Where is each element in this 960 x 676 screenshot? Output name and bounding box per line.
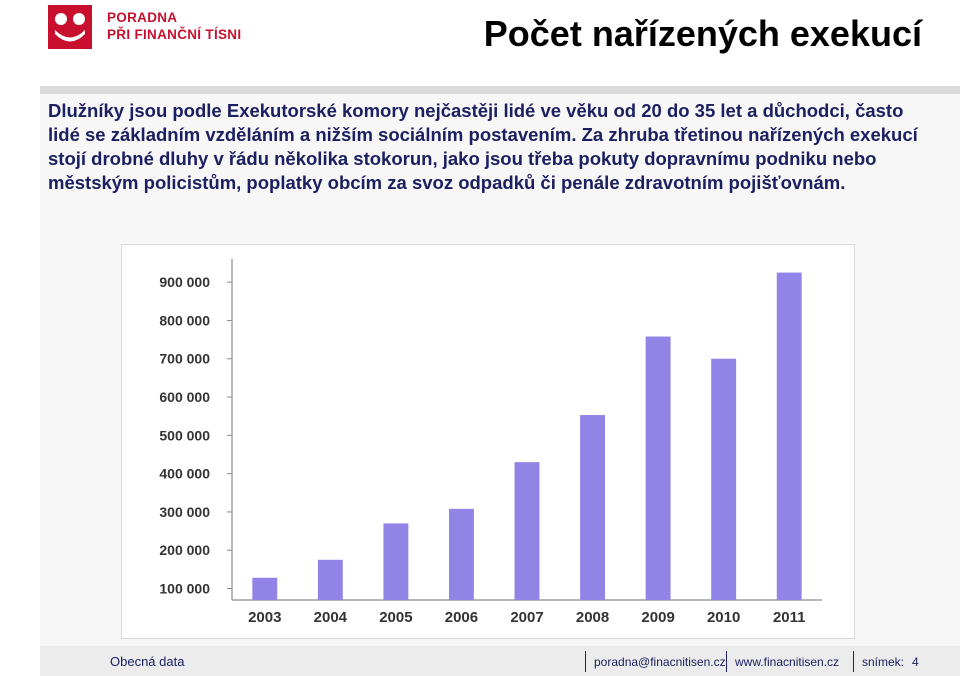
- y-tick-label: 800 000: [159, 312, 210, 329]
- bar-2004: [318, 560, 343, 600]
- y-tick-label: 400 000: [159, 465, 210, 482]
- bar-chart: [121, 244, 855, 639]
- x-tick-label: 2005: [379, 609, 413, 626]
- logo-icon: [48, 5, 92, 49]
- logo-line-1: PORADNA: [107, 10, 178, 25]
- bar-2007: [515, 462, 540, 600]
- footer-divider: [853, 651, 854, 672]
- logo-line-2: PŘI FINANČNÍ TÍSNI: [107, 27, 242, 42]
- bar-2005: [383, 523, 408, 600]
- x-tick-label: 2011: [772, 609, 806, 626]
- slide-header: [0, 0, 960, 66]
- footer-email-link[interactable]: poradna@finacnitisen.cz: [594, 655, 726, 669]
- x-tick-label: 2009: [641, 609, 675, 626]
- bar-2003: [252, 578, 277, 600]
- x-tick-label: 2010: [706, 609, 741, 626]
- x-tick-label: 2006: [444, 609, 479, 626]
- y-tick-label: 700 000: [159, 350, 210, 367]
- bar-2009: [646, 337, 671, 600]
- chart-canvas: [122, 245, 854, 638]
- y-tick-label: 200 000: [159, 542, 210, 559]
- logo: [48, 5, 268, 49]
- x-tick-label: 2008: [575, 609, 610, 626]
- footer-website-link[interactable]: www.finacnitisen.cz: [735, 655, 840, 669]
- footer-slide-number: 4: [912, 655, 919, 669]
- x-tick-label: 2003: [248, 609, 282, 626]
- bar-2011: [777, 273, 802, 600]
- intro-text: Dlužníky jsou podle Exekutorské komory nejčastěji lidé ve věku od 20 do 35 let a důchodci, často lidé se základním vzděláním a nižším sociálním postavením. Za zhruba třetinou nařízených exekucí stojí drobné dluhy v řádu několika stokorun, jako jsou třeba pokuty dopravnímu podniku nebo městským policistům, poplatky obcím za svoz odpadků či penále zdravotním pojišťovnám.: [48, 100, 918, 193]
- x-tick-label: 2007: [510, 609, 544, 626]
- y-tick-label: 100 000: [159, 580, 210, 597]
- y-tick-label: 300 000: [159, 503, 210, 520]
- footer-section: Obecná data: [110, 654, 185, 669]
- y-tick-label: 600 000: [159, 389, 210, 406]
- y-tick-label: 500 000: [159, 427, 210, 444]
- bar-2008: [580, 415, 605, 600]
- top-band: [40, 86, 960, 94]
- x-tick-label: 2004: [313, 609, 348, 626]
- footer-divider: [585, 651, 586, 672]
- slide-title: Počet nařízených exekucí: [483, 13, 922, 54]
- footer-slide-label: snímek:: [862, 655, 905, 669]
- y-tick-label: 900 000: [159, 274, 210, 291]
- footer: [40, 646, 960, 676]
- logo-text: [107, 9, 241, 43]
- bar-2010: [711, 359, 736, 600]
- bar-2006: [449, 509, 474, 600]
- footer-divider: [726, 651, 727, 672]
